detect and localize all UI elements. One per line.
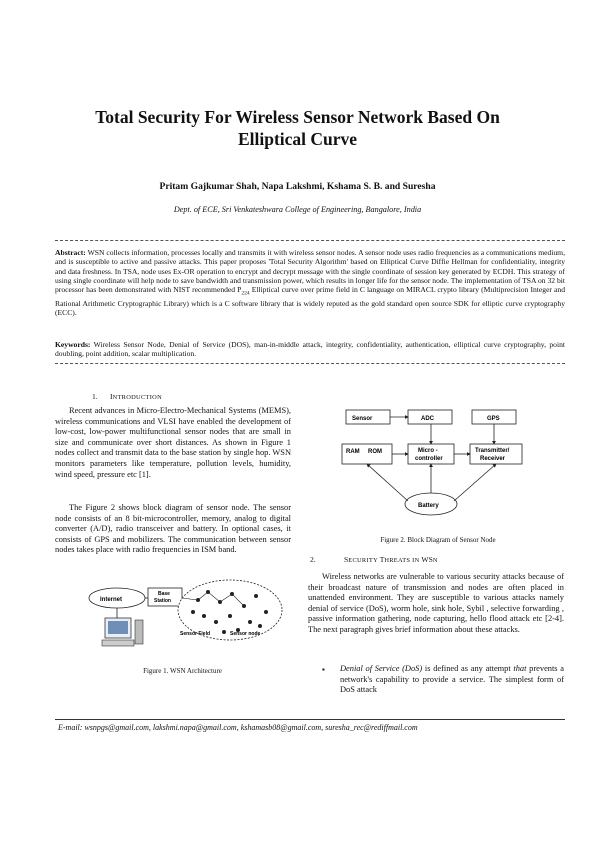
micro-label-1: Micro - xyxy=(418,448,438,454)
section-2-paragraph-1: Wireless networks are vulnerable to various security attacks because of their broadcast nature of transmission and nodes are often placed in unattended environment. They are susceptible to various attacks namely denial of service (DoS), worm hole, sink hole, Sybil , selective forwarding , passive information gathering, node capturing, hello flood attack etc [2-4]. The next paragraph gives brief information about these attacks. xyxy=(308,572,564,634)
section-2-initial-1: S xyxy=(344,555,349,564)
section-2-rest-2: HREATS IN xyxy=(384,557,422,564)
section-2-initial-3: WS xyxy=(421,555,433,564)
title-line-1: Total Security For Wireless Sensor Network Based On xyxy=(95,107,500,127)
abstract-label: Abstract: xyxy=(55,248,86,257)
ram-label: RAM xyxy=(346,449,360,455)
dos-that: that xyxy=(513,664,527,673)
transceiver-label-1: Transmitter/ xyxy=(475,448,510,454)
figure-2-caption: Figure 2. Block Diagram of Sensor Node xyxy=(380,536,496,544)
affiliation: Dept. of ECE, Sri Venkateshwara College of Engineering, Bangalore, India xyxy=(173,205,422,214)
base-station-label-1: Base xyxy=(158,591,170,597)
section-2-initial-2: T xyxy=(379,555,385,564)
section-2-rest-1: ECURITY xyxy=(348,557,380,564)
abstract-text-2: Elliptical curve over prime field in C language on MIRACL crypto library (Multiprecision Integer and Rational Arithmetic Cryptographic Library) which is a C software library that is widely reputed as the gold standard open source SDK for elliptic curve cryptography (ECC). xyxy=(55,285,565,318)
abstract-subscript: 224 xyxy=(241,290,250,297)
internet-label: Internet xyxy=(100,597,123,603)
keywords-text: Wireless Sensor Node, Denial of Service (DOS), man-in-middle attack, integrity, confidentiality, authentication, elliptical curve cryptography, point doubling, point addition, scalar multiplication. xyxy=(55,340,565,359)
transceiver-label-2: Receiver xyxy=(480,456,506,462)
gps-block-label: GPS xyxy=(487,416,500,422)
section-2-heading xyxy=(310,555,438,564)
section-1-paragraph-2: The Figure 2 shows block diagram of sensor node. The sensor node consists of an 8 bit-microcontroller, memory, analog to digital converter (A/D), radio transceiver and battery. In optional cases, it consists of GPS and mobilizers. The communication between sensor nodes takes place with radio frequencies in ISM band. xyxy=(55,503,291,555)
section-1-title-initial: I xyxy=(110,392,113,401)
section-1-title-rest: NTRODUCTION xyxy=(112,394,162,401)
adc-block-label: ADC xyxy=(421,416,434,422)
footer-emails: E-mail: wsnpgs@gmail.com, lakshmi.napa@gmail.com, kshamasb08@gmail.com, suresha_rec@rediffmail.com xyxy=(58,723,418,732)
section-1-paragraph-1: Recent advances in Micro-Electro-Mechanical Systems (MEMS), wireless communications and VLSI have enabled the development of low-cost, low-power multifunctional sensor nodes that are small in size and communicate over short distances. As shown in Figure 1 nodes collect and transmit data to the base station by single hop. WSN monitors parameters like temperature, pollution levels, humidity, wind speed, pressure etc [1]. xyxy=(55,406,291,479)
sensor-field-label: Sensor Field xyxy=(180,631,211,637)
bullet-marker: ▪ xyxy=(322,665,325,674)
sensor-node-label: Sensor node xyxy=(230,631,261,637)
keywords xyxy=(55,340,565,359)
abstract-top-rule xyxy=(55,240,565,241)
computer-icon xyxy=(102,618,143,646)
battery-to-transceiver-arrow xyxy=(454,464,496,501)
keywords-label: Keywords: xyxy=(55,340,91,349)
figure-1-wsn-architecture xyxy=(80,578,285,668)
section-1-heading xyxy=(92,392,162,401)
figure-1-caption: Figure 1. WSN Architecture xyxy=(143,667,222,675)
dos-text-1: is defined as any attempt xyxy=(422,664,514,673)
abstract-bottom-rule xyxy=(55,363,565,364)
dos-term: Denial of Service (DoS) xyxy=(340,664,423,673)
title-line-2: Elliptical Curve xyxy=(237,129,358,149)
battery-to-memory-arrow xyxy=(367,464,408,501)
footer-rule xyxy=(55,719,565,720)
sensor-block-label: Sensor xyxy=(352,416,373,422)
figure-2-block-diagram xyxy=(338,404,538,522)
section-2-rest-3: N xyxy=(432,557,438,564)
micro-label-2: controller xyxy=(415,456,443,462)
rom-label: ROM xyxy=(368,449,382,455)
section-2-number: 2. xyxy=(310,555,316,564)
abstract xyxy=(55,248,565,318)
paper-title xyxy=(40,106,555,150)
dos-text-2: prevents a network's capability to provide a service. The simplest form of DoS attack xyxy=(340,664,565,695)
author-list: Pritam Gajkumar Shah, Napa Lakshmi, Kshama S. B. and Suresha xyxy=(159,181,436,192)
dos-bullet-paragraph xyxy=(340,664,564,696)
base-station-label-2: Station xyxy=(154,598,171,604)
abstract-text-1: WSN collects information, processes locally and transmits it with wireless sensor nodes. A sensor node uses radio frequencies as a communications medium, and is susceptible to active and passive attacks. This paper proposes 'Total Security Algorithm' based on Elliptical Curve Diffie Hellman for confidentiality, integrity and data freshness. In TSA, node uses Ex-OR operation to encrypt and decrypt message with the single coordinate of session key generated by ECDH. This strategy of using single coordinate will help node to save bandwidth and transmission power, which results in longer life for the sensor node. The implementation of TSA on 32 bit processor has been demonstrated with NIST recommended P xyxy=(55,248,565,295)
section-1-number: 1. xyxy=(92,392,98,401)
battery-label: Battery xyxy=(418,503,439,509)
